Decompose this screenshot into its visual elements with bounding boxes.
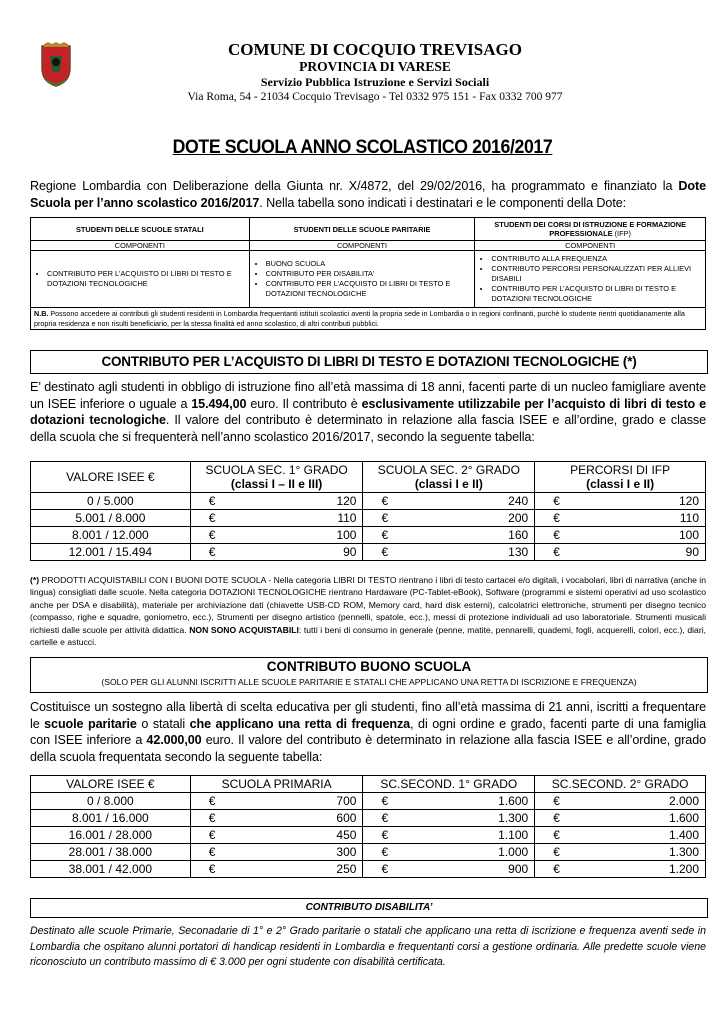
componenti-label: COMPONENTI — [31, 241, 250, 251]
not-purchasable-label: NON SONO ACQUISTABILI — [189, 624, 299, 635]
components-paritarie — [249, 251, 475, 308]
euro-sign: € — [208, 845, 216, 859]
amount-cell — [190, 810, 363, 827]
section-heading-libri: CONTRIBUTO PER L’ACQUISTO DI LIBRI DI TESTO E DOTAZIONI TECNOLOGICHE (*) — [30, 350, 708, 374]
euro-sign: € — [208, 511, 216, 525]
amount-cell — [363, 844, 535, 861]
intro-paragraph — [30, 178, 706, 211]
euro-sign: € — [208, 862, 216, 876]
amount-cell — [535, 861, 706, 878]
table-row — [31, 810, 706, 827]
amount-cell — [535, 510, 706, 527]
table-row — [31, 493, 706, 510]
components-ifp — [475, 251, 706, 308]
euro-sign: € — [553, 845, 560, 859]
amount-value: 1.100 — [498, 828, 529, 842]
amount-cell — [363, 527, 535, 544]
text: . Il valore del contributo è determinato in relazione alla fascia ISEE e all’ordine, grado e classe della scuola che si frequenterà nell’anno scolastico 2016/2017, secondo la seguente tabella: — [30, 413, 706, 444]
amount-value: 1.000 — [498, 845, 529, 859]
euro-sign: € — [553, 511, 560, 525]
text: euro. Il contributo è — [246, 396, 362, 411]
nb-label: N.B. — [34, 309, 49, 318]
isee-range: 8.001 / 12.000 — [31, 527, 191, 544]
amount-cell — [363, 544, 535, 561]
section-disabilita-text: Destinato alle scuole Primarie, Seconadarie di 1° e 2° Grado paritarie o statali che applicano una retta di iscrizione e frequenza aventi sede in Lombardia che ospitano alunni portatori di handicap residenti in Lombardia e frequentanti corsi a gestione ordinaria. Alle predette scuole viene riconosciuto un contributo massimo di € 3.000 per ogni studente con disabilità certificata. — [30, 925, 706, 968]
intro-bold: Dote Scuola per l’anno scolastico 2016/2017 — [30, 179, 706, 210]
section-title: CONTRIBUTO BUONO SCUOLA — [266, 659, 472, 674]
euro-sign: € — [553, 794, 560, 808]
header-paritarie: STUDENTI DELLE SCUOLE PARITARIE — [249, 218, 475, 241]
amount-value: 700 — [336, 794, 357, 808]
euro-sign: € — [208, 545, 216, 559]
euro-sign: € — [553, 494, 560, 508]
section-libri-paragraph — [30, 379, 706, 445]
header-line: PERCORSI DI IFP — [570, 463, 671, 477]
table-row — [31, 793, 706, 810]
euro-sign: € — [553, 828, 560, 842]
text: E’ destinato agli studenti in obbligo di istruzione fino all’età massima di 18 anni, facenti parte di un nucleo famigliare avente un ISEE inferiore o uguale a — [30, 380, 706, 411]
section-subtitle: (SOLO PER GLI ALUNNI ISCRITTI ALLE SCUOLE PARITARIE E STATALI CHE APPLICANO UNA RETTA DI ISCRIZIONE E FREQUENZA) — [101, 677, 637, 687]
buono-rows — [31, 793, 706, 878]
text: PRODOTTI ACQUISTABILI CON I BUONI DOTE SCUOLA - Nella categoria LIBRI DI TESTO rientrano i libri di testo cartacei e/o digitali, i vocabolari, libri di narrativa (anche in lingua) consigliati dalle scuole. Nella categoria DOTAZIONI TECNOLOGICHE rientrano Hardaware (PC-Tablet-eBook), Software (programmi e sistemi operativi ad uso scolastico anche per DSA e disabilità), materiale per archiviazione dati (chiavette USB-CD ROM, Memory card, hard disk esterni), calcolatrici elettroniche, strumenti per disegno tecnico (compasso, righe e squadre, goniometro, ecc.), Strumenti per disegno artistico (pennelli, spatole, ecc.), messi di protezione individuali ad uso laboratoriale. Strumenti musicali richiesti dalle scuole per attività didattica. — [30, 575, 706, 635]
col-header-primaria: SCUOLA PRIMARIA — [190, 776, 363, 793]
amount-value: 90 — [343, 545, 357, 559]
isee-range: 28.001 / 38.000 — [31, 844, 191, 861]
euro-sign: € — [381, 511, 389, 525]
list-item: • BUONO SCUOLA — [266, 259, 472, 269]
usage-restriction: esclusivamente utilizzabile per l’acquisto di libri di testo e dotazioni tecnologiche — [30, 396, 706, 427]
amount-cell — [535, 793, 706, 810]
provincia-name: PROVINCIA DI VARESE — [299, 59, 451, 74]
header-line: SCUOLA SEC. 2° GRADO — [377, 463, 520, 477]
amount-cell — [190, 510, 363, 527]
amount-value: 100 — [678, 528, 699, 542]
header-ifp-suffix: (IFP) — [612, 229, 632, 238]
amount-cell — [190, 493, 363, 510]
amount-value: 900 — [508, 862, 529, 876]
euro-sign: € — [381, 845, 389, 859]
euro-sign: € — [381, 528, 389, 542]
amount-value: 160 — [508, 528, 529, 542]
euro-sign: € — [208, 794, 216, 808]
euro-sign: € — [553, 545, 560, 559]
col-header-isee: VALORE ISEE € — [31, 776, 191, 793]
amount-cell — [190, 544, 363, 561]
isee-range: 8.001 / 16.000 — [31, 810, 191, 827]
amount-value: 240 — [508, 494, 529, 508]
amount-cell — [190, 527, 363, 544]
table-row — [31, 861, 706, 878]
amount-value: 90 — [685, 545, 699, 559]
amount-value: 250 — [336, 862, 357, 876]
componenti-label: COMPONENTI — [249, 241, 475, 251]
euro-sign: € — [381, 494, 389, 508]
euro-sign: € — [208, 494, 216, 508]
amount-value: 1.600 — [498, 794, 529, 808]
bold-text: scuole paritarie — [44, 716, 137, 731]
comune-name: COMUNE DI COCQUIO TREVISAGO — [228, 40, 522, 59]
amount-value: 2.000 — [668, 794, 699, 808]
amount-value: 1.600 — [668, 811, 699, 825]
municipal-crest — [38, 42, 74, 88]
nb-note — [31, 308, 706, 330]
bold-text: che applicano una retta di frequenza — [189, 716, 411, 731]
amount-cell — [535, 493, 706, 510]
col-header-sec2: SC.SECOND. 2° GRADO — [535, 776, 706, 793]
amount-value: 100 — [336, 528, 357, 542]
col-header-isee: VALORE ISEE € — [31, 462, 191, 493]
isee-limit: 42.000,00 — [146, 733, 202, 747]
header-ifp — [475, 218, 706, 241]
intro-text-1: Regione Lombardia con Deliberazione della Giunta nr. X/4872, del 29/02/2016, ha programmato e finanziato la — [30, 179, 679, 193]
header-line: SCUOLA SEC. 1° GRADO — [205, 463, 348, 477]
isee-range: 38.001 / 42.000 — [31, 861, 191, 878]
amount-value: 120 — [678, 494, 699, 508]
amount-value: 450 — [336, 828, 357, 842]
text: euro. Il valore del contributo è determinato in relazione alla fascia ISEE e all’ordine, grado della scuola frequentata secondo la seguente tabella: — [30, 733, 706, 764]
components-statali — [31, 251, 250, 308]
amount-value: 1.400 — [668, 828, 699, 842]
col-header-sec2 — [363, 462, 535, 493]
section-heading-disabilita: CONTRIBUTO DISABILITA’ — [30, 898, 708, 918]
table-row — [31, 510, 706, 527]
table-row — [31, 827, 706, 844]
amount-cell — [535, 810, 706, 827]
text: , di ogni ordine e grado, facenti parte di una famiglia con ISEE inferiore a — [30, 716, 706, 747]
euro-sign: € — [553, 811, 560, 825]
list-item: • CONTRIBUTO ALLA FREQUENZA — [491, 254, 702, 264]
isee-range: 12.001 / 15.494 — [31, 544, 191, 561]
amount-cell — [363, 510, 535, 527]
list-item: • CONTRIBUTO PERCORSI PERSONALIZZATI PER ALLIEVI DISABILI — [491, 264, 702, 284]
table-row — [31, 527, 706, 544]
recipients-table — [30, 217, 706, 330]
col-header-sec1 — [190, 462, 363, 493]
euro-sign: € — [553, 862, 560, 876]
letterhead — [90, 40, 660, 105]
euro-sign: € — [381, 828, 389, 842]
page-title: DOTE SCUOLA ANNO SCOLASTICO 2016/2017 — [172, 137, 553, 158]
euro-sign: € — [208, 828, 216, 842]
amount-value: 130 — [508, 545, 529, 559]
list-item: • CONTRIBUTO PER L’ACQUISTO DI LIBRI DI TESTO E DOTAZIONI TECNOLOGICHE — [266, 279, 472, 299]
amount-value: 300 — [336, 845, 357, 859]
euro-sign: € — [208, 528, 216, 542]
amount-cell — [535, 827, 706, 844]
address-line: Via Roma, 54 - 21034 Cocquio Trevisago - Tel 0332 975 151 - Fax 0332 700 977 — [187, 91, 563, 103]
isee-limit: 15.494,00 — [191, 396, 247, 411]
euro-sign: € — [381, 862, 389, 876]
amount-cell — [535, 544, 706, 561]
text: o statali — [136, 716, 190, 731]
isee-range: 5.001 / 8.000 — [31, 510, 191, 527]
list-item: • CONTRIBUTO PER L’ACQUISTO DI LIBRI DI TESTO E DOTAZIONI TECNOLOGICHE — [491, 284, 702, 304]
section-buono-paragraph — [30, 699, 706, 765]
euro-sign: € — [381, 794, 389, 808]
amount-value: 110 — [679, 511, 699, 525]
nb-text: Possono accedere ai contributi gli studenti residenti in Lombardia frequentanti istituti scolastici aventi la propria sede in Lombardia o in regioni confinanti, purchè lo studente rientri quotidianamente alla propria residenza e non risulti beneficiario, per la stessa finalità ed anno scolastico, di altri contributi pubblici. — [34, 309, 685, 328]
amount-cell — [363, 810, 535, 827]
amount-cell — [535, 527, 706, 544]
euro-sign: € — [381, 811, 389, 825]
header-statali: STUDENTI DELLE SCUOLE STATALI — [31, 218, 250, 241]
isee-range: 0 / 5.000 — [31, 493, 191, 510]
isee-range: 0 / 8.000 — [31, 793, 191, 810]
col-header-ifp — [535, 462, 706, 493]
euro-sign: € — [381, 545, 389, 559]
table-row — [31, 544, 706, 561]
amount-value: 1.200 — [668, 862, 699, 876]
amount-cell — [190, 827, 363, 844]
amount-value: 600 — [336, 811, 357, 825]
section-heading-buono — [30, 657, 708, 693]
amount-cell — [363, 493, 535, 510]
amount-value: 110 — [337, 511, 357, 525]
amount-cell — [190, 844, 363, 861]
header-ifp-text: STUDENTI DEI CORSI DI ISTRUZIONE E FORMAZIONE PROFESSIONALE — [494, 220, 687, 238]
amount-value: 120 — [336, 494, 357, 508]
amount-cell — [535, 844, 706, 861]
euro-sign: € — [208, 811, 216, 825]
libri-rows — [31, 493, 706, 561]
amount-cell — [363, 793, 535, 810]
euro-sign: € — [553, 528, 560, 542]
table-row — [31, 844, 706, 861]
amount-value: 1.300 — [668, 845, 699, 859]
amount-cell — [190, 861, 363, 878]
componenti-label: COMPONENTI — [475, 241, 706, 251]
libri-values-table — [30, 461, 706, 561]
amount-cell — [363, 827, 535, 844]
footnote-mark: (*) — [30, 575, 40, 585]
isee-range: 16.001 / 28.000 — [31, 827, 191, 844]
amount-value: 200 — [508, 511, 529, 525]
header-classes: (classi I – II e III) — [230, 477, 323, 491]
text: Costituisce un sostegno alla libertà di scelta educativa per gli studenti, fino all’età massima di 21 anni, iscritti a frequentare le — [30, 700, 706, 731]
amount-cell — [190, 793, 363, 810]
header-classes: (classi I e II) — [586, 477, 655, 491]
amount-value: 1.300 — [498, 811, 529, 825]
list-item: • CONTRIBUTO PER DISABILITA’ — [266, 269, 472, 279]
col-header-sec1: SC.SECOND. 1° GRADO — [363, 776, 535, 793]
header-classes: (classi I e II) — [414, 477, 483, 491]
service-name: Servizio Pubblica Istruzione e Servizi Sociali — [260, 75, 490, 89]
footnote-prodotti — [30, 574, 706, 648]
amount-cell — [363, 861, 535, 878]
buono-values-table — [30, 775, 706, 878]
text: : tutti i beni di consumo in generale (penne, matite, pennarelli, quademi, fogli, acquerelli, colori, ecc.), diari, cartelle e astucci. — [30, 624, 706, 648]
list-item: • CONTRIBUTO PER L’ACQUISTO DI LIBRI DI TESTO E DOTAZIONI TECNOLOGICHE — [47, 269, 246, 289]
intro-text-2: . Nella tabella sono indicati i destinatari e le componenti della Dote: — [259, 195, 627, 210]
